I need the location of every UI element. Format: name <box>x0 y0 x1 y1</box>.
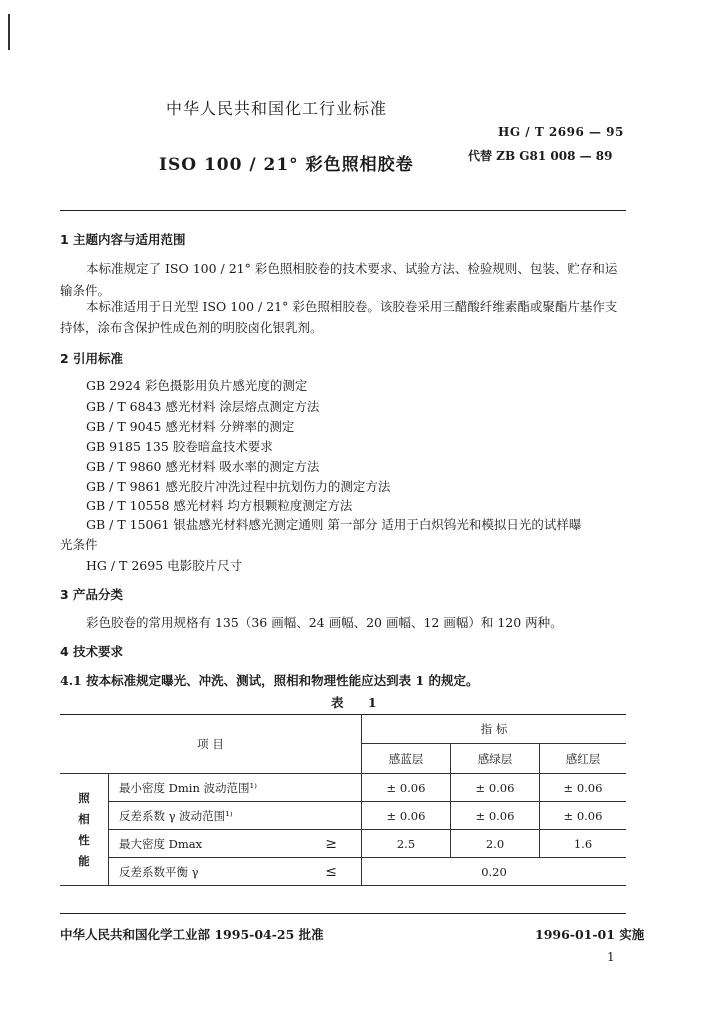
value-cell: ± 0.06 <box>362 774 451 802</box>
reference-item: GB / T 10558 感光材料 均方根颗粒度测定方法 <box>86 498 353 513</box>
value-cell-merged: 0.20 <box>362 858 627 886</box>
section-2-heading: 2 引用标准 <box>60 351 124 366</box>
section-4-heading: 4 技术要求 <box>60 644 124 659</box>
table-caption: 表 1 <box>331 695 387 710</box>
section-1-p1-line2: 输条件。 <box>60 283 111 298</box>
value-cell: 2.0 <box>451 830 540 858</box>
reference-item: HG / T 2695 电影胶片尺寸 <box>86 558 243 573</box>
section-1-p1-line1: 本标准规定了 ISO 100 / 21° 彩色照相胶卷的技术要求、试验方法、检验规则、包装、贮存和运 <box>86 261 618 276</box>
reference-item-continued: 光条件 <box>60 537 98 552</box>
col-green-layer: 感绿层 <box>451 744 540 774</box>
spec-table <box>60 714 626 886</box>
section-1-p2-line1: 本标准适用于日光型 ISO 100 / 21° 彩色照相胶卷。该胶卷采用三醋酸纤维素酯或聚酯片基作支 <box>86 299 618 314</box>
standard-org: 中华人民共和国化工行业标准 <box>166 99 388 118</box>
clause-4-1: 4.1 按本标准规定曝光、冲洗、测试，照相和物理性能应达到表 1 的规定。 <box>60 673 479 688</box>
standard-code: HG / T 2696 — 95 <box>498 125 624 139</box>
col-red-layer: 感红层 <box>540 744 627 774</box>
header-divider <box>60 210 626 211</box>
document-title: ISO 100 / 21° 彩色照相胶卷 <box>159 155 414 175</box>
effective-date: 1996-01-01 实施 <box>535 927 645 942</box>
reference-item: GB 9185 135 胶卷暗盒技术要求 <box>86 439 273 454</box>
row-label-dmin: 最小密度 Dmin 波动范围¹⁾ <box>109 774 362 802</box>
row-label-dmax: 最大密度 Dmax ≥ <box>109 830 362 858</box>
value-cell: ± 0.06 <box>451 802 540 830</box>
greater-equal-symbol: ≥ <box>325 835 337 852</box>
section-1-heading: 1 主题内容与适用范围 <box>60 232 186 247</box>
value-cell: 2.5 <box>362 830 451 858</box>
scan-edge-mark <box>8 14 10 50</box>
section-1-p2-line2: 持体，涂布含保护性成色剂的明胶卤化银乳剂。 <box>60 320 323 335</box>
reference-item: GB / T 9861 感光胶片冲洗过程中抗划伤力的测定方法 <box>86 479 391 494</box>
section-3-p1: 彩色胶卷的常用规格有 135（36 画幅、24 画幅、20 画幅、12 画幅）和 120 两种。 <box>86 615 563 630</box>
replaces-code: 代替 ZB G81 008 — 89 <box>468 149 613 163</box>
value-cell: ± 0.06 <box>362 802 451 830</box>
row-label-gamma-balance: 反差系数平衡 γ ≤ <box>109 858 362 886</box>
approval-note: 中华人民共和国化学工业部 1995-04-25 批准 <box>60 927 324 942</box>
page-number: 1 <box>607 950 615 964</box>
col-blue-layer: 感蓝层 <box>362 744 451 774</box>
spec-header: 指 标 <box>362 715 627 744</box>
value-cell: ± 0.06 <box>540 802 627 830</box>
less-equal-symbol: ≤ <box>325 863 337 880</box>
reference-item: GB 2924 彩色摄影用负片感光度的测定 <box>86 378 308 393</box>
reference-item: GB / T 15061 银盐感光材料感光测定通则 第一部分 适用于白炽钨光和模拟日光的试样曝 <box>86 517 582 532</box>
row-label-gamma: 反差系数 γ 波动范围¹⁾ <box>109 802 362 830</box>
value-cell: ± 0.06 <box>451 774 540 802</box>
reference-item: GB / T 9860 感光材料 吸水率的测定方法 <box>86 459 320 474</box>
footer-divider <box>60 913 626 914</box>
value-cell: ± 0.06 <box>540 774 627 802</box>
value-cell: 1.6 <box>540 830 627 858</box>
item-header: 项 目 <box>60 715 362 774</box>
reference-item: GB / T 6843 感光材料 涂层熔点测定方法 <box>86 399 320 414</box>
reference-item: GB / T 9045 感光材料 分辨率的测定 <box>86 419 295 434</box>
section-3-heading: 3 产品分类 <box>60 587 124 602</box>
category-photographic-performance: 照 相 性 能 <box>60 774 109 886</box>
